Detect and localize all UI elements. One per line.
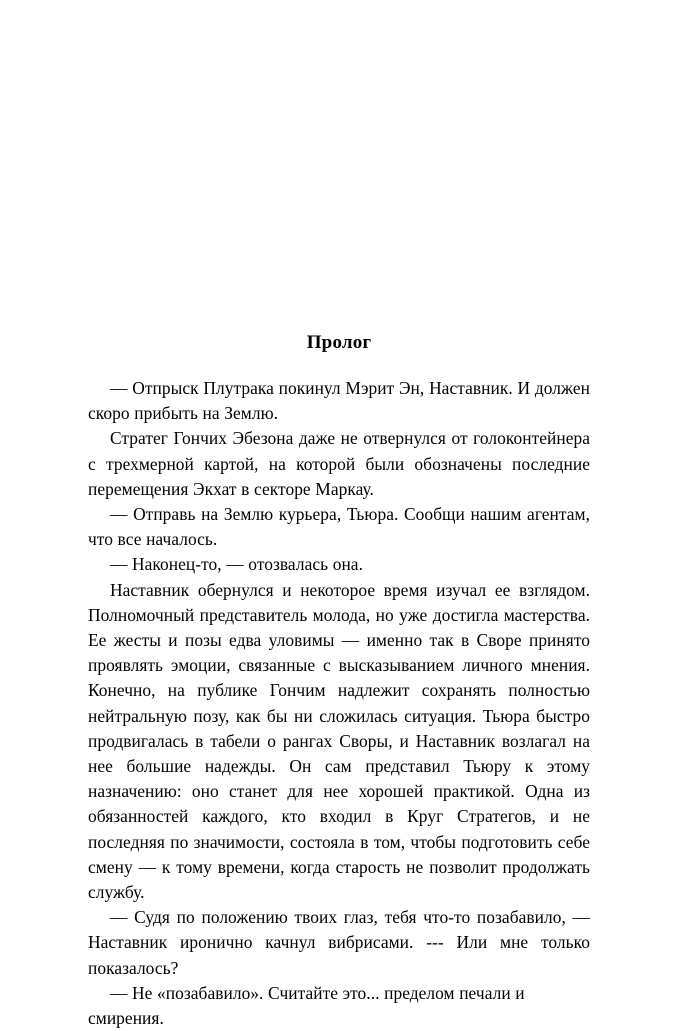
paragraph: — Отпрыск Плутрака покинул Мэрит Эн, Наставник. И должен скоро прибыть на Землю. bbox=[88, 378, 590, 424]
paragraph: — Не «позабавило». Считайте это... пределом печали и смирения. bbox=[88, 982, 525, 1029]
paragraph: Стратег Гончих Эбезона даже не отвернулся от голоконтейнера с трехмерной картой, на которой были обозначены последние перемещения Экхат в секторе Маркау. bbox=[88, 428, 590, 499]
paragraph: — Наконец-то, — отозвалась она. bbox=[110, 554, 363, 575]
paragraph: Наставник обернулся и некоторое время изучал ее взглядом. Полномочный представитель молода, но уже достигла мастерства. Ее жесты и позы едва уловимы — именно так в Своре принято проявлять эмоции, связанные с высказыванием личного мнения. Конечно, на публике Гончим надлежит сохранять полностью нейтральную позу, как бы ни сложилась ситуация. Тьюра быстро продвигалась в табели о рангах Своры, и Наставник возлагал на нее большие надежды. Он сам представил Тьюру к этому назначению: оно станет для нее хорошей практикой. Одна из обязанностей каждого, кто входил в Круг Стратегов, и не последняя по значимости, состояла в том, чтобы подготовить себе смену — к тому времени, когда старость не позволит продолжать службу. bbox=[88, 579, 590, 903]
paragraph: — Отправь на Землю курьера, Тьюра. Сообщи нашим агентам, что все началось. bbox=[88, 504, 590, 550]
paragraph: — Судя по положению твоих глаз, тебя что-то позабавило, — Наставник иронично качнул вибрисами. --- Или мне только показалось? bbox=[88, 907, 590, 978]
page-text-block bbox=[88, 330, 590, 1031]
page-top-margin bbox=[0, 0, 678, 330]
chapter-heading: Пролог bbox=[306, 332, 372, 353]
